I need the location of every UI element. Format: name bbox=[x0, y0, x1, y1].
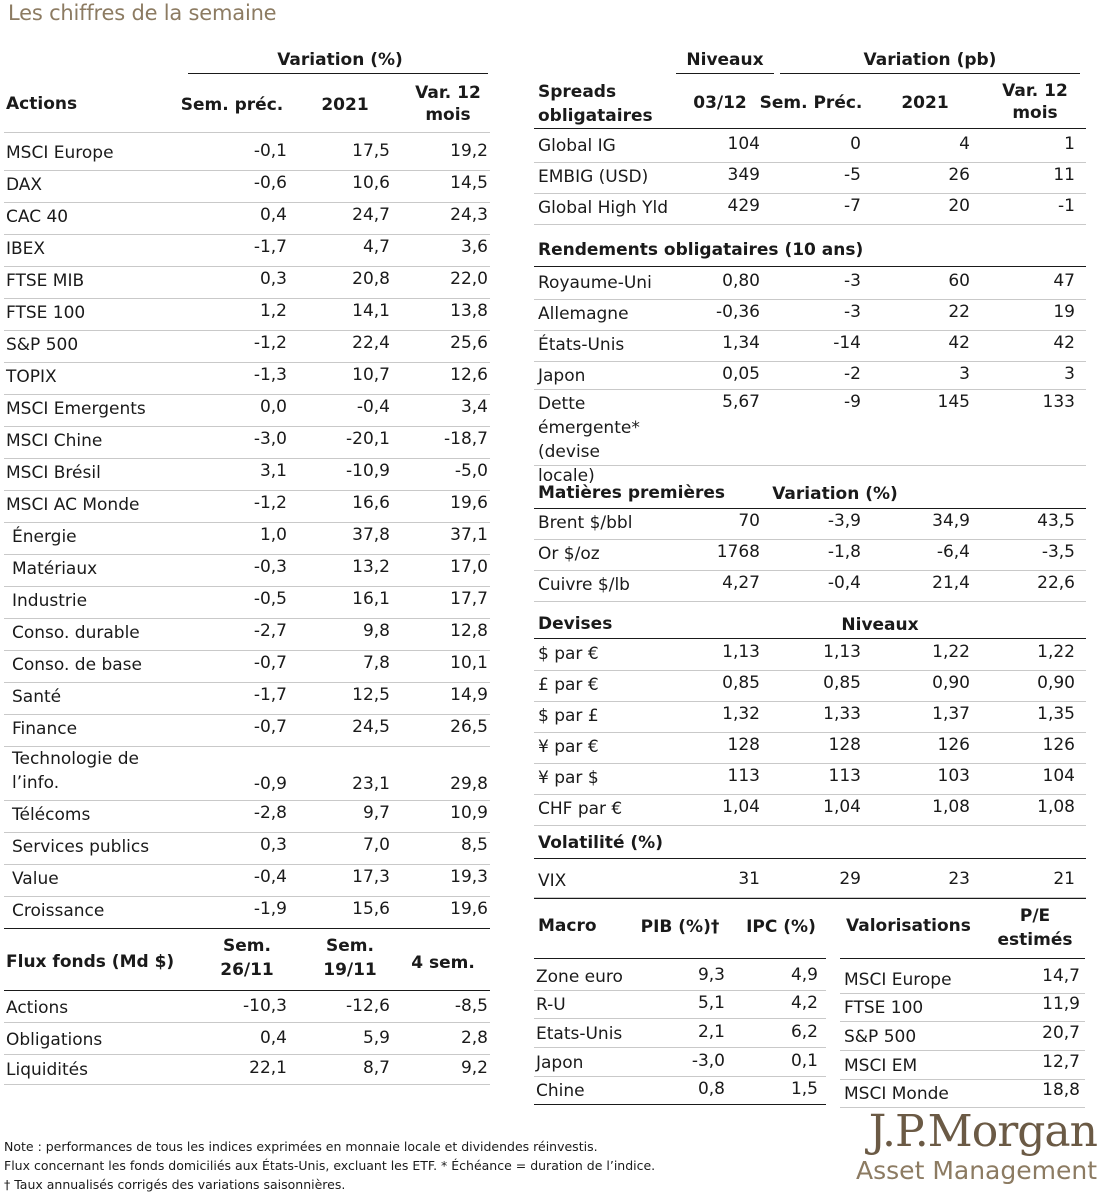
table-cell: 22,1 bbox=[249, 1058, 287, 1078]
table-cell: -0,36 bbox=[716, 302, 760, 322]
table-row-label: États-Unis bbox=[538, 335, 625, 355]
table-cell: 14,9 bbox=[450, 685, 488, 705]
table-cell: 1,34 bbox=[722, 333, 760, 353]
table-cell: -10,3 bbox=[243, 996, 287, 1016]
table-cell: 12,6 bbox=[450, 365, 488, 385]
table-row-label: MSCI Brésil bbox=[6, 463, 101, 483]
table-row-label: Or $/oz bbox=[538, 544, 600, 564]
table-row-rule bbox=[4, 1022, 490, 1023]
table-cell: 2,1 bbox=[697, 1022, 725, 1042]
devises-group: Niveaux bbox=[841, 615, 919, 635]
table-cell: 18,8 bbox=[1042, 1080, 1080, 1100]
table-cell: -0,4 bbox=[827, 573, 861, 593]
table-cell: -2,8 bbox=[253, 803, 287, 823]
table-cell: 0,85 bbox=[823, 673, 861, 693]
table-row-label: Dette émergente* (devise locale) bbox=[538, 394, 640, 486]
table-cell: 1768 bbox=[716, 542, 760, 562]
table-cell: 19,3 bbox=[450, 867, 488, 887]
flux-col-label: Flux fonds (Md $) bbox=[6, 952, 175, 972]
table-row-label: ¥ par € bbox=[538, 737, 599, 757]
actions-col-var12: Var. 12 mois bbox=[415, 83, 481, 125]
table-row-label: FTSE MIB bbox=[6, 271, 85, 291]
table-cell: 4,27 bbox=[722, 573, 760, 593]
table-row-label: Global High Yld bbox=[538, 198, 669, 218]
table-cell: 42 bbox=[1053, 333, 1075, 353]
table-cell: -2 bbox=[844, 364, 861, 384]
table-row-rule bbox=[4, 1084, 490, 1085]
table-cell: 113 bbox=[828, 766, 861, 786]
table-cell: 21 bbox=[1053, 869, 1075, 889]
table-cell: 29,8 bbox=[450, 774, 488, 794]
table-cell: 5,67 bbox=[722, 392, 760, 412]
table-row-label: Conso. de base bbox=[12, 655, 142, 675]
devises-header-rule bbox=[534, 638, 1086, 639]
table-cell: 1,04 bbox=[722, 797, 760, 817]
table-row-label: £ par € bbox=[538, 675, 599, 695]
spreads-group-rule-niveaux bbox=[676, 73, 774, 74]
spreads-col-var12: Var. 12 mois bbox=[1002, 81, 1068, 123]
table-row-label: Industrie bbox=[12, 591, 88, 611]
devises-header: Devises bbox=[538, 614, 613, 634]
table-cell: 0,05 bbox=[722, 364, 760, 384]
table-cell: 60 bbox=[948, 271, 970, 291]
table-cell: 16,6 bbox=[352, 493, 390, 513]
table-row-label: Santé bbox=[12, 687, 62, 707]
table-cell: -0,9 bbox=[253, 774, 287, 794]
table-cell: 145 bbox=[937, 392, 970, 412]
spreads-header-rule bbox=[534, 128, 1086, 129]
table-row-label: Brent $/bbl bbox=[538, 513, 633, 533]
table-cell: -3,0 bbox=[691, 1051, 725, 1071]
table-row-label: Énergie bbox=[12, 527, 77, 547]
table-cell: 24,7 bbox=[352, 205, 390, 225]
table-cell: 25,6 bbox=[450, 333, 488, 353]
table-cell: 128 bbox=[727, 735, 760, 755]
spreads-group-niveaux: Niveaux bbox=[686, 50, 764, 70]
table-row-label: MSCI EM bbox=[844, 1056, 918, 1076]
actions-group-header: Variation (%) bbox=[277, 50, 403, 70]
table-cell: 14,7 bbox=[1042, 966, 1080, 986]
table-cell: -3,5 bbox=[1041, 542, 1075, 562]
table-cell: 4,7 bbox=[362, 237, 390, 257]
table-cell: 12,8 bbox=[450, 621, 488, 641]
table-cell: -1,7 bbox=[253, 237, 287, 257]
table-cell: -0,5 bbox=[253, 589, 287, 609]
table-row-rule bbox=[534, 1047, 826, 1048]
table-cell: 9,3 bbox=[697, 965, 725, 985]
table-row-label: IBEX bbox=[6, 239, 46, 259]
table-cell: 128 bbox=[828, 735, 861, 755]
table-cell: 1,5 bbox=[790, 1079, 818, 1099]
actions-bottom-rule bbox=[4, 928, 490, 929]
table-cell: -8,5 bbox=[454, 996, 488, 1016]
table-cell: 126 bbox=[1042, 735, 1075, 755]
macro-col-pib: PIB (%)† bbox=[640, 917, 720, 937]
table-row-label: DAX bbox=[6, 175, 43, 195]
table-cell: 29 bbox=[839, 869, 861, 889]
table-row-label: S&P 500 bbox=[6, 335, 79, 355]
table-row-label: EMBIG (USD) bbox=[538, 167, 649, 187]
table-row-label: Liquidités bbox=[6, 1060, 88, 1080]
table-cell: 103 bbox=[937, 766, 970, 786]
table-cell: -0,1 bbox=[253, 141, 287, 161]
table-cell: 22,0 bbox=[450, 269, 488, 289]
table-cell: 5,9 bbox=[362, 1028, 390, 1048]
volatilite-header: Volatilité (%) bbox=[538, 833, 663, 853]
flux-col-sem-26: Sem. 26/11 bbox=[220, 936, 274, 980]
table-cell: 0,90 bbox=[932, 673, 970, 693]
table-cell: 10,7 bbox=[352, 365, 390, 385]
table-row-label: TOPIX bbox=[6, 367, 57, 387]
table-cell: 0,90 bbox=[1037, 673, 1075, 693]
table-cell: -1,7 bbox=[253, 685, 287, 705]
table-cell: 1 bbox=[1064, 134, 1075, 154]
table-cell: 0,85 bbox=[722, 673, 760, 693]
spreads-col-sem: Sem. Préc. bbox=[759, 93, 863, 113]
table-cell: -5,0 bbox=[454, 461, 488, 481]
actions-col-sem: Sem. préc. bbox=[180, 95, 284, 115]
logo-line-1: J.P.Morgan bbox=[868, 1106, 1097, 1157]
table-cell: 31 bbox=[738, 869, 760, 889]
table-row-label: MSCI AC Monde bbox=[6, 495, 140, 515]
table-cell: 8,7 bbox=[362, 1058, 390, 1078]
table-cell: 1,33 bbox=[823, 704, 861, 724]
table-row-label: Conso. durable bbox=[12, 623, 140, 643]
table-cell: 17,3 bbox=[352, 867, 390, 887]
table-cell: 3,1 bbox=[259, 461, 287, 481]
table-cell: 13,8 bbox=[450, 301, 488, 321]
spreads-col-2021: 2021 bbox=[901, 93, 949, 113]
table-cell: -0,4 bbox=[356, 397, 390, 417]
table-row-label: $ par £ bbox=[538, 706, 599, 726]
table-cell: 2,8 bbox=[460, 1028, 488, 1048]
table-cell: 16,1 bbox=[352, 589, 390, 609]
table-cell: 1,2 bbox=[259, 301, 287, 321]
table-row-label: Chine bbox=[536, 1081, 585, 1101]
table-cell: -3 bbox=[844, 302, 861, 322]
rendements-header-rule bbox=[534, 266, 1086, 267]
table-cell: -6,4 bbox=[936, 542, 970, 562]
table-cell: 43,5 bbox=[1037, 511, 1075, 531]
table-cell: 20,7 bbox=[1042, 1023, 1080, 1043]
spreads-col-0312: 03/12 bbox=[693, 93, 747, 113]
jpmorgan-logo bbox=[856, 1108, 1097, 1186]
table-cell: -1,9 bbox=[253, 899, 287, 919]
table-cell: -5 bbox=[844, 165, 861, 185]
table-row-label: Value bbox=[12, 869, 59, 889]
macro-bottom-rule bbox=[534, 1104, 826, 1105]
table-cell: 12,5 bbox=[352, 685, 390, 705]
table-row-rule bbox=[534, 825, 1086, 826]
table-cell: 11,9 bbox=[1042, 994, 1080, 1014]
matieres-group: Variation (%) bbox=[772, 484, 898, 504]
table-cell: 9,2 bbox=[460, 1058, 488, 1078]
flux-col-sem-19: Sem. 19/11 bbox=[323, 936, 377, 980]
table-cell: 24,5 bbox=[352, 717, 390, 737]
table-row-rule bbox=[534, 1018, 826, 1019]
table-cell: 13,2 bbox=[352, 557, 390, 577]
table-cell: 8,5 bbox=[460, 835, 488, 855]
table-cell: 34,9 bbox=[932, 511, 970, 531]
valorisations-col-pe: P/E estimés bbox=[997, 906, 1073, 950]
table-cell: 37,1 bbox=[450, 525, 488, 545]
table-cell: 19 bbox=[1053, 302, 1075, 322]
table-cell: 17,5 bbox=[352, 141, 390, 161]
table-cell: 429 bbox=[727, 196, 760, 216]
table-row-label: MSCI Europe bbox=[844, 970, 952, 990]
table-row-label: Cuivre $/lb bbox=[538, 575, 630, 595]
table-cell: -1,8 bbox=[827, 542, 861, 562]
rendements-header: Rendements obligataires (10 ans) bbox=[538, 240, 864, 260]
table-cell: 24,3 bbox=[450, 205, 488, 225]
table-cell: 3 bbox=[959, 364, 970, 384]
table-cell: 70 bbox=[738, 511, 760, 531]
table-cell: 4,2 bbox=[790, 993, 818, 1013]
table-cell: 11 bbox=[1053, 165, 1075, 185]
table-cell: 22,6 bbox=[1037, 573, 1075, 593]
table-cell: 7,0 bbox=[362, 835, 390, 855]
table-cell: 9,8 bbox=[362, 621, 390, 641]
flux-header-rule bbox=[4, 990, 490, 991]
table-cell: 47 bbox=[1053, 271, 1075, 291]
table-cell: 3,4 bbox=[460, 397, 488, 417]
table-cell: 0,3 bbox=[259, 269, 287, 289]
table-row-label: MSCI Europe bbox=[6, 143, 114, 163]
table-cell: 0,0 bbox=[259, 397, 287, 417]
table-cell: 17,0 bbox=[450, 557, 488, 577]
table-cell: -0,4 bbox=[253, 867, 287, 887]
table-cell: 1,08 bbox=[1037, 797, 1075, 817]
table-cell: 1,13 bbox=[722, 642, 760, 662]
macro-col-label: Macro bbox=[538, 916, 597, 936]
table-cell: -1 bbox=[1058, 196, 1075, 216]
table-cell: 42 bbox=[948, 333, 970, 353]
table-cell: 1,0 bbox=[259, 525, 287, 545]
table-cell: 3 bbox=[1064, 364, 1075, 384]
table-cell: 133 bbox=[1042, 392, 1075, 412]
table-cell: 4 bbox=[959, 134, 970, 154]
table-row-rule bbox=[4, 1054, 490, 1055]
table-cell: 26,5 bbox=[450, 717, 488, 737]
table-row-label: Finance bbox=[12, 719, 78, 739]
table-cell: 7,8 bbox=[362, 653, 390, 673]
table-cell: -9 bbox=[844, 392, 861, 412]
table-cell: -18,7 bbox=[444, 429, 488, 449]
table-cell: 9,7 bbox=[362, 803, 390, 823]
table-cell: 0,1 bbox=[790, 1051, 818, 1071]
table-cell: 0,4 bbox=[259, 1028, 287, 1048]
table-cell: -7 bbox=[844, 196, 861, 216]
actions-col-label: Actions bbox=[6, 94, 78, 114]
table-cell: -1,2 bbox=[253, 493, 287, 513]
table-row-label: ¥ par $ bbox=[538, 768, 599, 788]
table-cell: 0,3 bbox=[259, 835, 287, 855]
valorisations-col-label: Valorisations bbox=[846, 916, 971, 936]
page-title: Les chiffres de la semaine bbox=[8, 1, 277, 25]
table-cell: 1,13 bbox=[823, 642, 861, 662]
table-cell: 20 bbox=[948, 196, 970, 216]
table-cell: 14,1 bbox=[352, 301, 390, 321]
table-cell: -0,7 bbox=[253, 653, 287, 673]
table-cell: 19,6 bbox=[450, 493, 488, 513]
table-row-label: Japon bbox=[538, 366, 586, 386]
table-cell: 37,8 bbox=[352, 525, 390, 545]
table-cell: 1,04 bbox=[823, 797, 861, 817]
footnote-line: † Taux annualisés corrigés des variations saisonnières. bbox=[4, 1177, 346, 1192]
table-row-label: S&P 500 bbox=[844, 1027, 917, 1047]
table-row-label: FTSE 100 bbox=[6, 303, 86, 323]
volatilite-header-rule bbox=[534, 858, 1086, 859]
table-row-label: Services publics bbox=[12, 837, 150, 857]
footnote-line: Flux concernant les fonds domiciliés aux États-Unis, excluant les ETF. * Échéance = duration de l’indice. bbox=[4, 1158, 656, 1173]
table-row-label: Global IG bbox=[538, 136, 616, 156]
table-row-label: Obligations bbox=[6, 1030, 103, 1050]
spreads-group-rule-variation bbox=[780, 73, 1080, 74]
flux-col-4sem: 4 sem. bbox=[411, 953, 475, 973]
table-row-label: Matériaux bbox=[12, 559, 98, 579]
footnote-line: Note : performances de tous les indices exprimées en monnaie locale et dividendes réinvestis. bbox=[4, 1139, 598, 1154]
actions-group-rule bbox=[188, 73, 488, 74]
table-cell: 1,08 bbox=[932, 797, 970, 817]
table-row-label: $ par € bbox=[538, 644, 599, 664]
table-cell: 15,6 bbox=[352, 899, 390, 919]
table-row-label: Actions bbox=[6, 998, 69, 1018]
table-row-label: R-U bbox=[536, 995, 566, 1015]
table-cell: 10,1 bbox=[450, 653, 488, 673]
table-cell: 10,6 bbox=[352, 173, 390, 193]
table-row-label: Japon bbox=[536, 1053, 584, 1073]
table-cell: 126 bbox=[937, 735, 970, 755]
logo-line-2: Asset Management bbox=[856, 1156, 1097, 1185]
table-cell: 10,9 bbox=[450, 803, 488, 823]
table-row-label: MSCI Emergents bbox=[6, 399, 146, 419]
actions-col-2021: 2021 bbox=[321, 95, 369, 115]
table-cell: -0,7 bbox=[253, 717, 287, 737]
table-cell: -0,6 bbox=[253, 173, 287, 193]
table-row-rule bbox=[534, 224, 1086, 225]
table-cell: 1,37 bbox=[932, 704, 970, 724]
spreads-col-label: Spreads obligataires bbox=[538, 82, 653, 126]
table-cell: 12,7 bbox=[1042, 1052, 1080, 1072]
table-row-label: Technologie de l’info. bbox=[12, 749, 140, 793]
table-cell: -14 bbox=[833, 333, 861, 353]
volatilite-bottom-rule bbox=[534, 898, 1086, 899]
table-cell: 20,8 bbox=[352, 269, 390, 289]
macro-header-rule bbox=[534, 958, 826, 959]
table-row-label: Etats-Unis bbox=[536, 1024, 623, 1044]
table-cell: 0,8 bbox=[697, 1079, 725, 1099]
table-cell: -2,7 bbox=[253, 621, 287, 641]
table-cell: 113 bbox=[727, 766, 760, 786]
table-cell: -3 bbox=[844, 271, 861, 291]
table-cell: -12,6 bbox=[346, 996, 390, 1016]
table-row-label: Allemagne bbox=[538, 304, 629, 324]
table-cell: 1,22 bbox=[932, 642, 970, 662]
spreads-group-variation: Variation (pb) bbox=[863, 50, 997, 70]
table-cell: 1,35 bbox=[1037, 704, 1075, 724]
table-cell: 19,2 bbox=[450, 141, 488, 161]
macro-col-ipc: IPC (%) bbox=[746, 917, 816, 937]
table-cell: 17,7 bbox=[450, 589, 488, 609]
table-cell: 19,6 bbox=[450, 899, 488, 919]
table-cell: 3,6 bbox=[460, 237, 488, 257]
table-cell: -1,2 bbox=[253, 333, 287, 353]
table-cell: 22,4 bbox=[352, 333, 390, 353]
table-cell: 104 bbox=[1042, 766, 1075, 786]
table-cell: -1,3 bbox=[253, 365, 287, 385]
table-row-label: CHF par € bbox=[538, 799, 623, 819]
table-row-label: VIX bbox=[538, 871, 567, 891]
table-cell: 0,80 bbox=[722, 271, 760, 291]
table-cell: 21,4 bbox=[932, 573, 970, 593]
table-cell: 5,1 bbox=[697, 993, 725, 1013]
table-cell: 349 bbox=[727, 165, 760, 185]
table-cell: 4,9 bbox=[790, 965, 818, 985]
table-cell: 104 bbox=[727, 134, 760, 154]
table-row-label: Télécoms bbox=[12, 805, 91, 825]
matieres-header: Matières premières bbox=[538, 483, 726, 503]
table-cell: 0,4 bbox=[259, 205, 287, 225]
table-cell: 1,32 bbox=[722, 704, 760, 724]
table-cell: 26 bbox=[948, 165, 970, 185]
table-cell: 22 bbox=[948, 302, 970, 322]
valorisations-header-rule bbox=[840, 958, 1085, 959]
table-cell: -3,0 bbox=[253, 429, 287, 449]
actions-header-rule bbox=[4, 132, 490, 133]
table-cell: -0,3 bbox=[253, 557, 287, 577]
table-row-label: Zone euro bbox=[536, 967, 623, 987]
table-row-label: Royaume-Uni bbox=[538, 273, 652, 293]
table-row-label: FTSE 100 bbox=[844, 998, 924, 1018]
table-cell: 23 bbox=[948, 869, 970, 889]
table-cell: 6,2 bbox=[790, 1022, 818, 1042]
table-cell: -3,9 bbox=[827, 511, 861, 531]
table-cell: 14,5 bbox=[450, 173, 488, 193]
table-row-label: CAC 40 bbox=[6, 207, 69, 227]
table-cell: 0 bbox=[850, 134, 861, 154]
table-cell: -20,1 bbox=[346, 429, 390, 449]
table-row-label: Croissance bbox=[12, 901, 105, 921]
table-row-label: MSCI Monde bbox=[844, 1084, 949, 1104]
table-cell: 1,22 bbox=[1037, 642, 1075, 662]
table-cell: -10,9 bbox=[346, 461, 390, 481]
table-cell: 23,1 bbox=[352, 774, 390, 794]
table-row-label: MSCI Chine bbox=[6, 431, 103, 451]
table-row-rule bbox=[534, 601, 1086, 602]
